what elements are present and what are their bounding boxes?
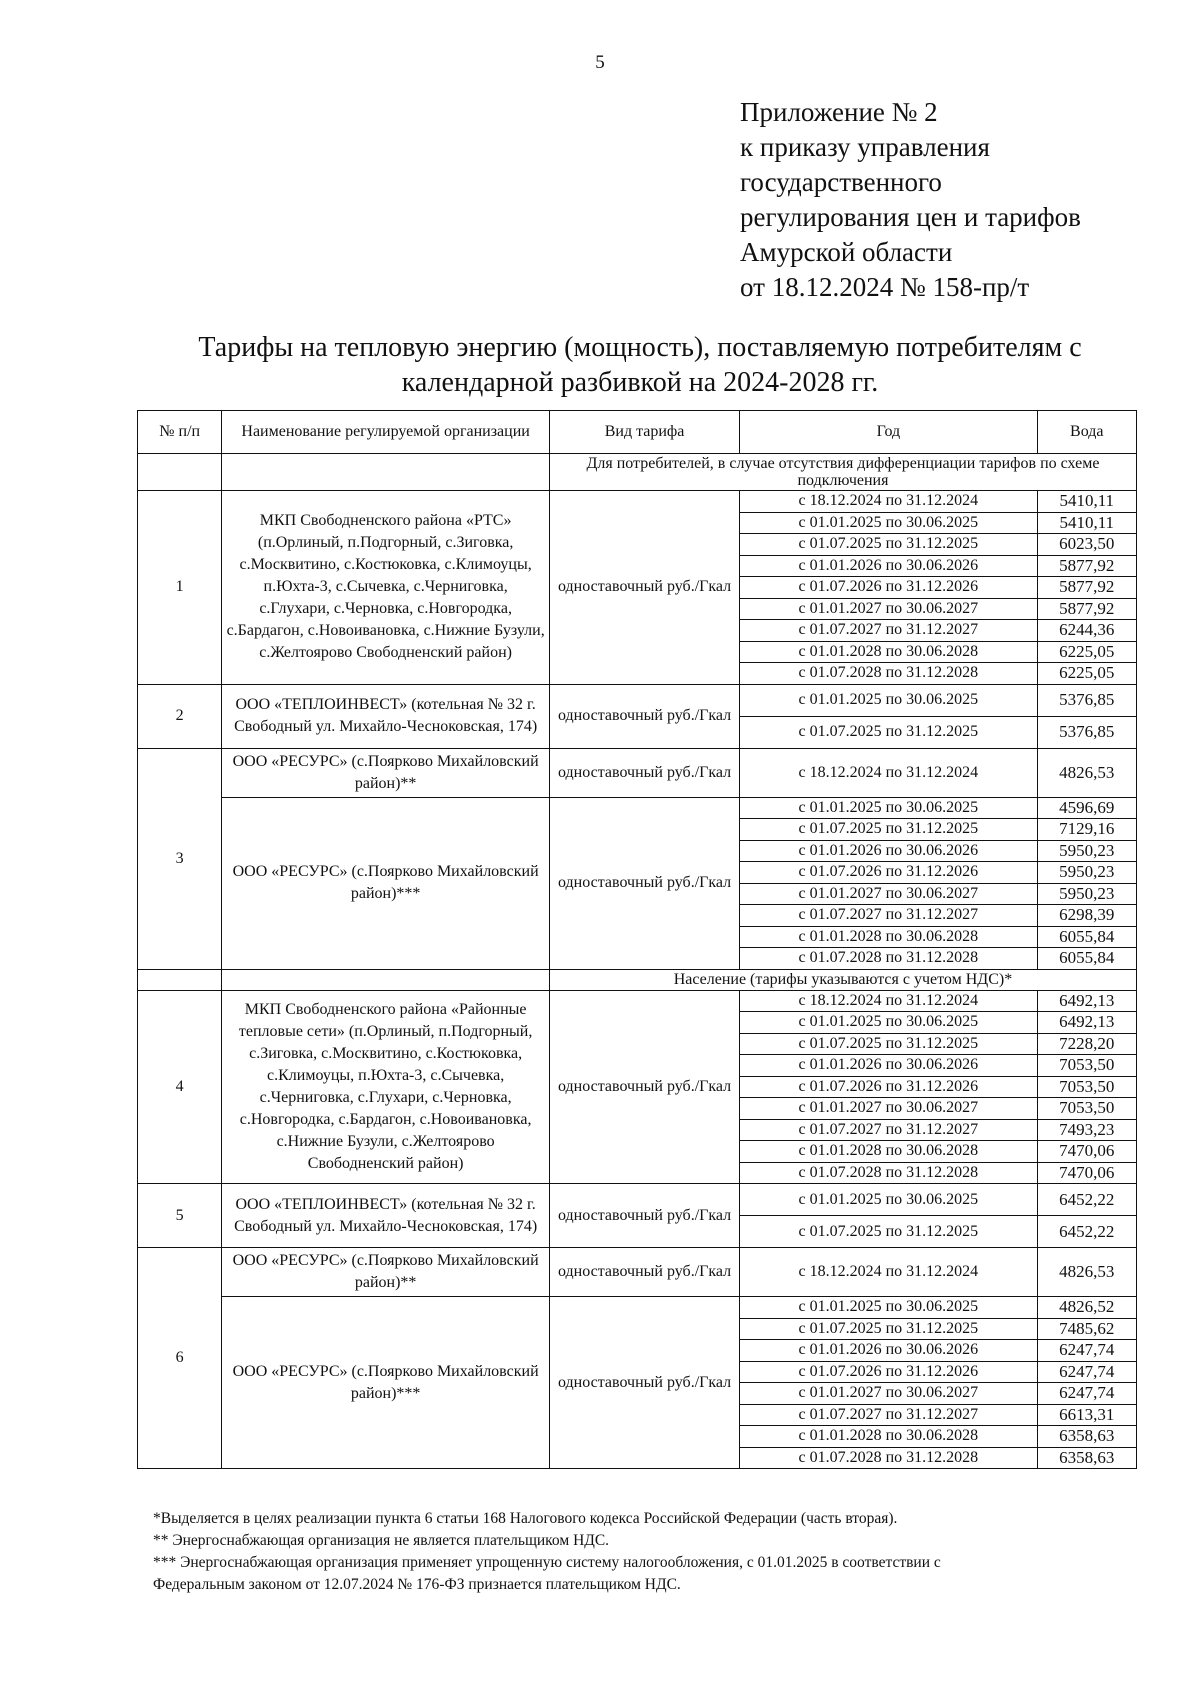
period: с 01.07.2027 по 31.12.2027 — [740, 1119, 1037, 1141]
period: с 18.12.2024 по 31.12.2024 — [740, 990, 1037, 1012]
period: с 01.01.2026 по 30.06.2026 — [740, 555, 1037, 577]
title-line: календарной разбивкой на 2024-2028 гг. — [401, 367, 879, 398]
water-value: 5376,85 — [1037, 684, 1136, 716]
water-value: 6613,31 — [1037, 1404, 1136, 1426]
period: с 01.07.2028 по 31.12.2028 — [740, 1162, 1037, 1184]
water-value: 6055,84 — [1037, 948, 1136, 970]
title-line: Тарифы на тепловую энергию (мощность), поставляемую потребителям с — [198, 332, 1082, 363]
period: с 01.01.2028 по 30.06.2028 — [740, 926, 1037, 948]
tariff-type: одноставочный руб./Гкал — [549, 491, 739, 685]
water-value: 5410,11 — [1037, 491, 1136, 513]
period: с 01.07.2025 по 31.12.2025 — [740, 534, 1037, 556]
tariff-type: одноставочный руб./Гкал — [549, 1297, 739, 1469]
empty-cell — [138, 969, 222, 990]
tariff-type: одноставочный руб./Гкал — [549, 797, 739, 969]
org-name: ООО «ТЕПЛОИНВЕСТ» (котельная № 32 г. Свободный ул. Михайло-Чесноковская, 174) — [222, 1184, 550, 1248]
period: с 01.07.2026 по 31.12.2026 — [740, 1361, 1037, 1383]
appendix-header — [740, 95, 1081, 305]
section-row — [138, 969, 1137, 990]
period: с 01.01.2028 по 30.06.2028 — [740, 641, 1037, 663]
tariff-type: одноставочный руб./Гкал — [549, 748, 739, 797]
water-value: 4596,69 — [1037, 797, 1136, 819]
period: с 01.01.2025 по 30.06.2025 — [740, 512, 1037, 534]
org-name: МКП Свободненского района «Районные тепловые сети» (п.Орлиный, п.Подгорный, с.Зиговка, с.Москвитино, с.Костюковка, с.Климоуцы, п.Юхта-3, с.Сычевка, с.Черниговка, с.Глухари, с.Черновка, с.Новгородка, с.Бардагон, с.Новоивановка, с.Нижние Бузули, с.Желтоярово Свободненский район) — [222, 990, 550, 1184]
water-value: 6247,74 — [1037, 1383, 1136, 1405]
water-value: 6055,84 — [1037, 926, 1136, 948]
period: с 01.01.2026 по 30.06.2026 — [740, 1055, 1037, 1077]
period: с 01.01.2028 по 30.06.2028 — [740, 1426, 1037, 1448]
table-row — [138, 1248, 1137, 1297]
row-number: 3 — [138, 748, 222, 969]
period: с 18.12.2024 по 31.12.2024 — [740, 748, 1037, 797]
row-number: 1 — [138, 491, 222, 685]
footnote: *** Энергоснабжающая организация применяет упрощенную систему налогообложения, с 01.01.2025 в соответствии с — [153, 1554, 941, 1571]
period: с 01.01.2028 по 30.06.2028 — [740, 1141, 1037, 1163]
period: с 01.07.2028 по 31.12.2028 — [740, 1447, 1037, 1469]
table-row — [138, 748, 1137, 797]
section-label: Население (тарифы указываются с учетом НДС)* — [549, 969, 1136, 990]
period: с 01.07.2025 по 31.12.2025 — [740, 1216, 1037, 1248]
footnote: *Выделяется в целях реализации пункта 6 статьи 168 Налогового кодекса Российской Федерации (часть вторая). — [153, 1510, 898, 1527]
water-value: 7053,50 — [1037, 1055, 1136, 1077]
water-value: 4826,52 — [1037, 1297, 1136, 1319]
table-row — [138, 1297, 1137, 1319]
period: с 01.01.2026 по 30.06.2026 — [740, 840, 1037, 862]
water-value: 7485,62 — [1037, 1318, 1136, 1340]
table-row — [138, 491, 1137, 513]
tariff-type: одноставочный руб./Гкал — [549, 1248, 739, 1297]
water-value: 6247,74 — [1037, 1340, 1136, 1362]
period: с 01.01.2025 по 30.06.2025 — [740, 1297, 1037, 1319]
table-row — [138, 797, 1137, 819]
period: с 01.01.2025 по 30.06.2025 — [740, 797, 1037, 819]
tariff-table — [137, 410, 1137, 1469]
period: с 01.01.2027 по 30.06.2027 — [740, 1098, 1037, 1120]
period: с 01.01.2025 по 30.06.2025 — [740, 1012, 1037, 1034]
water-value: 6358,63 — [1037, 1426, 1136, 1448]
water-value: 5877,92 — [1037, 598, 1136, 620]
org-name: МКП Свободненского района «РТС» (п.Орлиный, п.Подгорный, с.Зиговка, с.Москвитино, с.Костюковка, с.Климоуцы, п.Юхта-3, с.Сычевка, с.Черниговка, с.Глухари, с.Черновка, с.Новгородка, с.Бардагон, с.Новоивановка, с.Нижние Бузули, с.Желтоярово Свободненский район) — [222, 491, 550, 685]
document-title — [140, 330, 1140, 400]
period: с 01.07.2028 по 31.12.2028 — [740, 663, 1037, 685]
period: с 01.07.2025 по 31.12.2025 — [740, 819, 1037, 841]
appendix-line: государственного — [740, 167, 942, 197]
water-value: 6225,05 — [1037, 663, 1136, 685]
org-name: ООО «РЕСУРС» (с.Поярково Михайловский район)** — [222, 1248, 550, 1297]
empty-cell — [222, 969, 550, 990]
appendix-line: от 18.12.2024 № 158-пр/т — [740, 272, 1030, 302]
water-value: 5877,92 — [1037, 577, 1136, 599]
tariff-type: одноставочный руб./Гкал — [549, 1184, 739, 1248]
water-value: 7470,06 — [1037, 1162, 1136, 1184]
water-value: 6244,36 — [1037, 620, 1136, 642]
water-value: 6452,22 — [1037, 1216, 1136, 1248]
tariff-table-body — [138, 411, 1137, 1469]
tariff-type: одноставочный руб./Гкал — [549, 684, 739, 748]
header-org: Наименование регулируемой организации — [222, 411, 550, 454]
header-num: № п/п — [138, 411, 222, 454]
period: с 01.07.2026 по 31.12.2026 — [740, 862, 1037, 884]
water-value: 7470,06 — [1037, 1141, 1136, 1163]
water-value: 6023,50 — [1037, 534, 1136, 556]
org-name: ООО «РЕСУРС» (с.Поярково Михайловский район)*** — [222, 797, 550, 969]
row-number: 4 — [138, 990, 222, 1184]
table-header-row — [138, 411, 1137, 454]
period: с 01.07.2025 по 31.12.2025 — [740, 1318, 1037, 1340]
water-value: 4826,53 — [1037, 748, 1136, 797]
appendix-line: к приказу управления — [740, 132, 990, 162]
water-value: 6247,74 — [1037, 1361, 1136, 1383]
water-value: 7053,50 — [1037, 1098, 1136, 1120]
tariff-type: одноставочный руб./Гкал — [549, 990, 739, 1184]
header-water: Вода — [1037, 411, 1136, 454]
empty-cell — [138, 454, 222, 491]
water-value: 7493,23 — [1037, 1119, 1136, 1141]
water-value: 4826,53 — [1037, 1248, 1136, 1297]
table-row — [138, 1184, 1137, 1216]
period: с 01.07.2027 по 31.12.2027 — [740, 905, 1037, 927]
water-value: 5877,92 — [1037, 555, 1136, 577]
empty-cell — [222, 454, 550, 491]
period: с 01.07.2026 по 31.12.2026 — [740, 577, 1037, 599]
row-number: 2 — [138, 684, 222, 748]
table-row — [138, 684, 1137, 716]
water-value: 5950,23 — [1037, 840, 1136, 862]
period: с 01.01.2026 по 30.06.2026 — [740, 1340, 1037, 1362]
org-name: ООО «РЕСУРС» (с.Поярково Михайловский район)*** — [222, 1297, 550, 1469]
period: с 01.01.2027 по 30.06.2027 — [740, 1383, 1037, 1405]
water-value: 5950,23 — [1037, 883, 1136, 905]
table-row — [138, 990, 1137, 1012]
water-value: 6492,13 — [1037, 990, 1136, 1012]
header-year: Год — [740, 411, 1037, 454]
section-row — [138, 454, 1137, 491]
period: с 01.01.2025 по 30.06.2025 — [740, 684, 1037, 716]
water-value: 7053,50 — [1037, 1076, 1136, 1098]
period: с 18.12.2024 по 31.12.2024 — [740, 491, 1037, 513]
period: с 01.01.2027 по 30.06.2027 — [740, 598, 1037, 620]
water-value: 7228,20 — [1037, 1033, 1136, 1055]
period: с 01.07.2027 по 31.12.2027 — [740, 1404, 1037, 1426]
header-type: Вид тарифа — [549, 411, 739, 454]
water-value: 6358,63 — [1037, 1447, 1136, 1469]
period: с 18.12.2024 по 31.12.2024 — [740, 1248, 1037, 1297]
org-name: ООО «РЕСУРС» (с.Поярково Михайловский район)** — [222, 748, 550, 797]
period: с 01.07.2028 по 31.12.2028 — [740, 948, 1037, 970]
appendix-line: Амурской области — [740, 237, 953, 267]
water-value: 5950,23 — [1037, 862, 1136, 884]
appendix-line: Приложение № 2 — [740, 97, 938, 127]
footnote: ** Энергоснабжающая организация не является плательщиком НДС. — [153, 1532, 610, 1549]
water-value: 7129,16 — [1037, 819, 1136, 841]
water-value: 6298,39 — [1037, 905, 1136, 927]
water-value: 6452,22 — [1037, 1184, 1136, 1216]
water-value: 5410,11 — [1037, 512, 1136, 534]
water-value: 5376,85 — [1037, 716, 1136, 748]
page-number: 5 — [595, 52, 605, 73]
period: с 01.07.2025 по 31.12.2025 — [740, 1033, 1037, 1055]
footnotes — [153, 1508, 1163, 1596]
section-label: Для потребителей, в случае отсутствия дифференциации тарифов по схеме подключения — [549, 454, 1136, 491]
water-value: 6225,05 — [1037, 641, 1136, 663]
footnote: Федеральным законом от 12.07.2024 № 176-ФЗ признается плательщиком НДС. — [153, 1576, 681, 1593]
period: с 01.07.2026 по 31.12.2026 — [740, 1076, 1037, 1098]
period: с 01.01.2025 по 30.06.2025 — [740, 1184, 1037, 1216]
water-value: 6492,13 — [1037, 1012, 1136, 1034]
row-number: 5 — [138, 1184, 222, 1248]
period: с 01.01.2027 по 30.06.2027 — [740, 883, 1037, 905]
row-number: 6 — [138, 1248, 222, 1469]
appendix-line: регулирования цен и тарифов — [740, 202, 1081, 232]
org-name: ООО «ТЕПЛОИНВЕСТ» (котельная № 32 г. Свободный ул. Михайло-Чесноковская, 174) — [222, 684, 550, 748]
period: с 01.07.2025 по 31.12.2025 — [740, 716, 1037, 748]
period: с 01.07.2027 по 31.12.2027 — [740, 620, 1037, 642]
